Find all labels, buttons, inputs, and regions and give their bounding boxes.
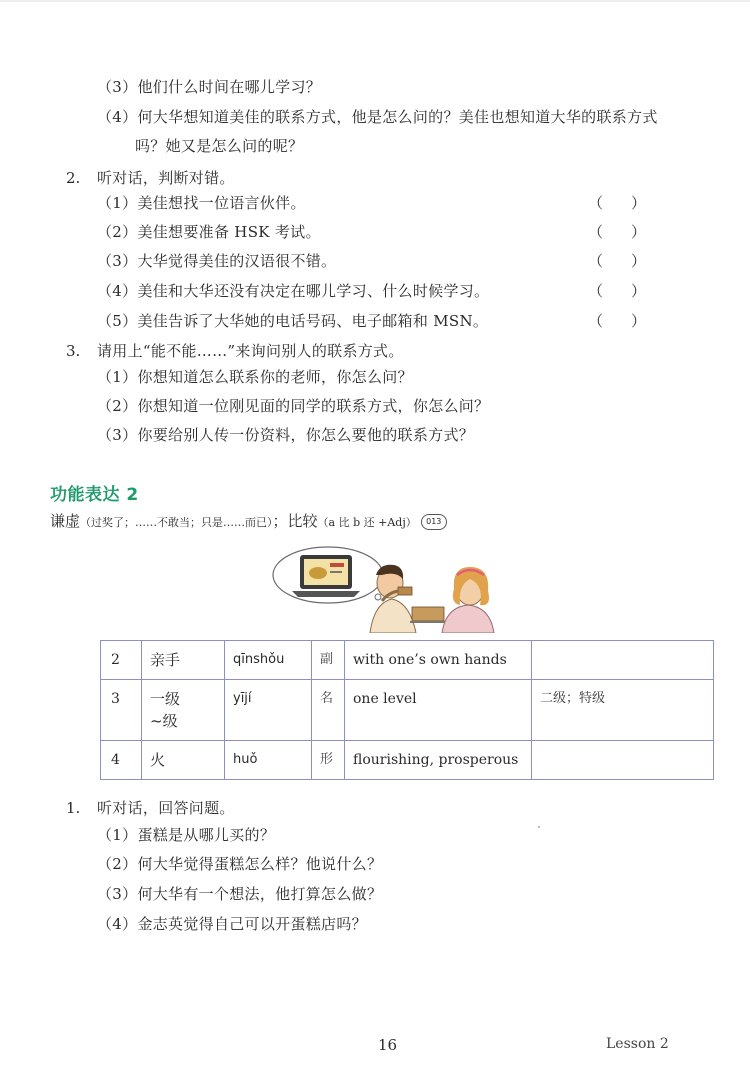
true-false-item-2: （2）美佳想要准备 HSK 考试。 bbox=[97, 223, 321, 241]
vocab-pinyin: huǒ bbox=[225, 741, 312, 780]
speck bbox=[538, 826, 540, 828]
vocab-pinyin: yījí bbox=[225, 680, 312, 741]
vocab-number: 4 bbox=[101, 741, 142, 780]
answer-paren-2[interactable]: （） bbox=[588, 223, 675, 241]
exercise-1-title: 听对话，回答问题。 bbox=[97, 799, 235, 817]
question-3: （3）他们什么时间在哪儿学习？ bbox=[97, 78, 322, 96]
table-row bbox=[101, 741, 714, 780]
table-row bbox=[101, 641, 714, 680]
section-subtitle bbox=[50, 511, 447, 533]
answer-paren-3[interactable]: （） bbox=[588, 252, 675, 270]
vocab-number: 2 bbox=[101, 641, 142, 680]
vocab-hanzi: 火 bbox=[142, 741, 225, 780]
subtitle-comparison: 比较 bbox=[287, 512, 318, 530]
answer-paren-1[interactable]: （） bbox=[588, 194, 675, 212]
exercise-3-number: 3. bbox=[66, 342, 81, 360]
question-4-line2: 吗？她又是怎么问的呢？ bbox=[135, 137, 304, 155]
page-number: 16 bbox=[378, 1036, 398, 1054]
cake-illustration bbox=[270, 545, 510, 633]
audio-track-badge[interactable]: 013 bbox=[421, 514, 447, 530]
exercise-3-title: 请用上“能不能……”来询问别人的联系方式。 bbox=[97, 342, 404, 360]
table-row bbox=[101, 680, 714, 741]
exercise-1-item-3: （3）何大华有一个想法，他打算怎么做？ bbox=[97, 885, 383, 903]
subtitle-humility: 谦虚 bbox=[50, 512, 81, 530]
vocab-hanzi: 一级 bbox=[150, 690, 181, 708]
question-4-line1: （4）何大华想知道美佳的联系方式，他是怎么问的？美佳也想知道大华的联系方式 bbox=[97, 108, 658, 126]
true-false-item-3: （3）大华觉得美佳的汉语很不错。 bbox=[97, 252, 337, 270]
vocab-hanzi-pattern: ~级 bbox=[150, 712, 178, 730]
vocab-part-of-speech: 名 bbox=[312, 680, 345, 741]
vocab-pinyin: qīnshǒu bbox=[225, 641, 312, 680]
exercise-1-item-4: （4）金志英觉得自己可以开蛋糕店吗？ bbox=[97, 915, 367, 933]
true-false-item-5: （5）美佳告诉了大华她的电话号码、电子邮箱和 MSN。 bbox=[97, 312, 489, 330]
subtitle-comparison-note: （a 比 b 还 +Adj） bbox=[317, 516, 417, 529]
section-title: 功能表达 2 bbox=[50, 485, 139, 505]
exercise-3-item-2: （2）你想知道一位刚见面的同学的联系方式，你怎么问？ bbox=[97, 397, 490, 415]
exercise-1-item-2: （2）何大华觉得蛋糕怎么样？他说什么？ bbox=[97, 855, 383, 873]
exercise-1-item-1: （1）蛋糕是从哪儿买的？ bbox=[97, 826, 276, 844]
vocab-note bbox=[532, 741, 714, 780]
subtitle-humility-note: （过奖了；……不敢当；只是……而已） bbox=[80, 516, 273, 529]
vocab-hanzi-cell bbox=[142, 680, 225, 741]
vocabulary-table bbox=[100, 640, 714, 780]
exercise-1-number: 1. bbox=[66, 799, 81, 817]
vocab-hanzi: 亲手 bbox=[142, 641, 225, 680]
exercise-2-title: 听对话，判断对错。 bbox=[97, 169, 235, 187]
vocab-english: one level bbox=[345, 680, 532, 741]
exercise-3-item-3: （3）你要给别人传一份资料，你怎么要他的联系方式？ bbox=[97, 426, 475, 444]
vocab-note: 二级；特级 bbox=[532, 680, 714, 741]
lesson-label: Lesson 2 bbox=[606, 1036, 669, 1052]
true-false-item-1: （1）美佳想找一位语言伙伴。 bbox=[97, 194, 306, 212]
exercise-3-item-1: （1）你想知道怎么联系你的老师，你怎么问？ bbox=[97, 368, 413, 386]
vocab-part-of-speech: 副 bbox=[312, 641, 345, 680]
vocab-part-of-speech: 形 bbox=[312, 741, 345, 780]
top-edge bbox=[0, 0, 750, 2]
vocab-english: flourishing, prosperous bbox=[345, 741, 532, 780]
vocab-number: 3 bbox=[101, 680, 142, 741]
subtitle-separator: ； bbox=[272, 512, 288, 530]
true-false-item-4: （4）美佳和大华还没有决定在哪儿学习、什么时候学习。 bbox=[97, 282, 490, 300]
answer-paren-4[interactable]: （） bbox=[588, 282, 675, 300]
vocab-note bbox=[532, 641, 714, 680]
answer-paren-5[interactable]: （） bbox=[588, 312, 675, 330]
vocab-english: with one’s own hands bbox=[345, 641, 532, 680]
exercise-2-number: 2. bbox=[66, 169, 81, 187]
